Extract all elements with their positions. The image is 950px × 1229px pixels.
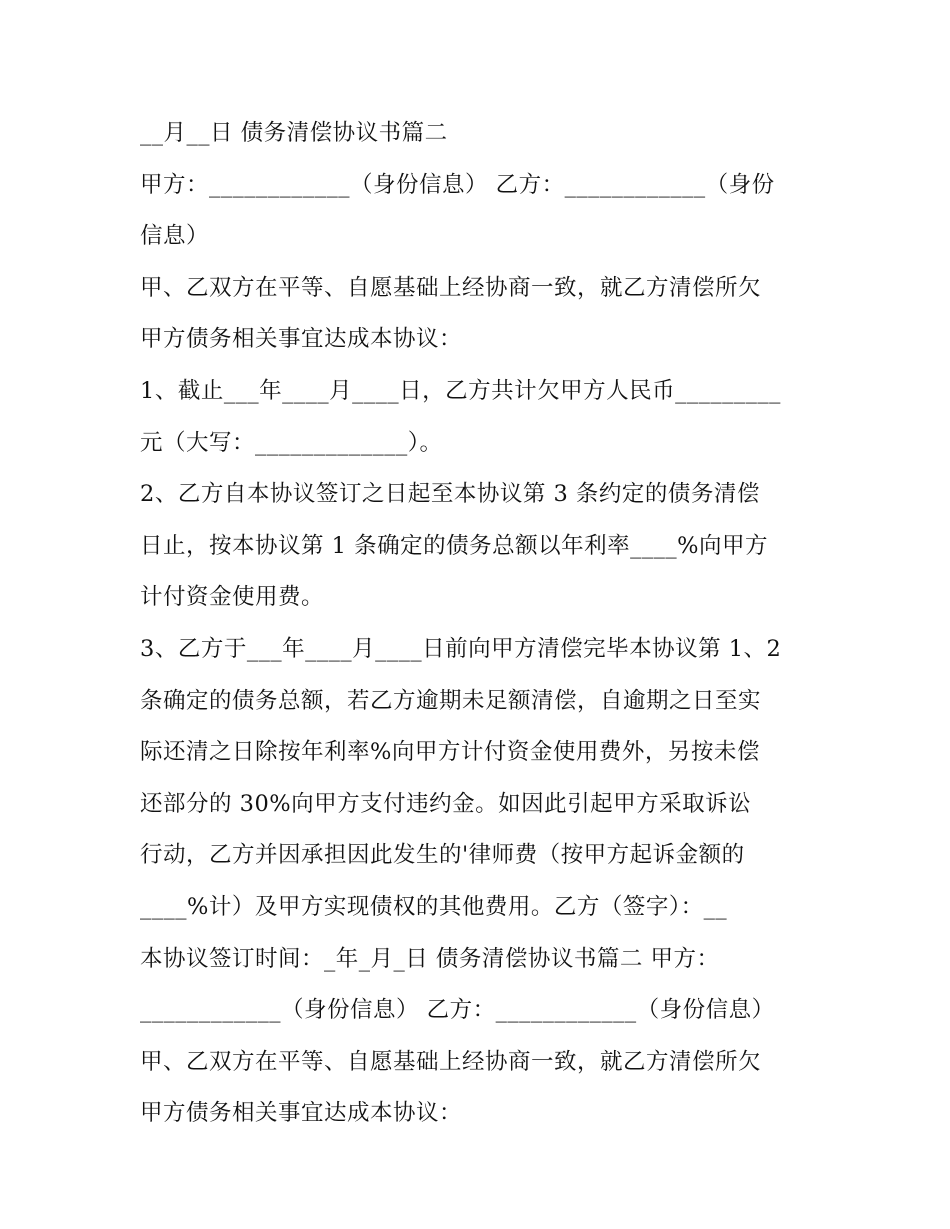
text-line: 甲方：____________（身份信息） 乙方：____________（身份 (140, 171, 775, 198)
document-page (140, 108, 820, 1140)
text-line: 3、乙方于___年____月____日前向甲方清偿完毕本协议第 1、2 (140, 635, 782, 662)
text-line: 甲、乙双方在平等、自愿基础上经协商一致，就乙方清偿所欠 (140, 1048, 762, 1075)
text-line: 信息） (140, 223, 210, 250)
text-line: ____________（身份信息） 乙方：____________（身份信息） (140, 997, 775, 1024)
text-line: 1、截止___年____月____日，乙方共计欠甲方人民币_________ (140, 377, 781, 404)
text-line: 本协议签订时间：_年_月_日 债务清偿协议书篇二 甲方： (140, 945, 720, 972)
text-line: 还部分的 30%向甲方支付违约金。如因此引起甲方采取诉讼 (140, 790, 752, 817)
text-line: 2、乙方自本协议签订之日起至本协议第 3 条约定的债务清偿 (140, 481, 760, 508)
text-line: 行动，乙方并因承担因此发生的'律师费（按甲方起诉金额的 (140, 842, 745, 869)
text-line: 际还清之日除按年利率%向甲方计付资金使用费外，另按未偿 (140, 739, 760, 766)
text-line: ____%计）及甲方实现债权的其他费用。乙方（签字）：__ (140, 893, 728, 920)
text-line: 甲方债务相关事宜达成本协议： (140, 326, 463, 353)
text-line: __月__日 债务清偿协议书篇二 (140, 120, 448, 146)
text-line: 日止，按本协议第 1 条确定的债务总额以年利率____%向甲方 (140, 532, 768, 559)
text-line: 元（大写：_____________）。 (140, 429, 443, 456)
text-line: 甲方债务相关事宜达成本协议： (140, 1100, 463, 1127)
text-line: 计付资金使用费。 (140, 584, 325, 611)
text-line: 条确定的债务总额，若乙方逾期未足额清偿，自逾期之日至实 (140, 687, 762, 714)
text-line: 甲、乙双方在平等、自愿基础上经协商一致，就乙方清偿所欠 (140, 274, 762, 301)
